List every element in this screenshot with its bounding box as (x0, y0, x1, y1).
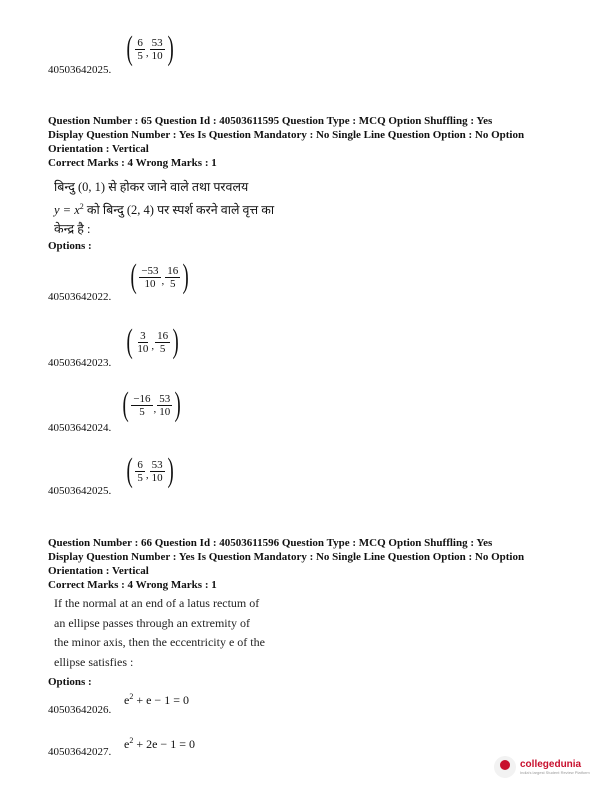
frac-num: 53 (151, 458, 163, 471)
frac-den: 5 (159, 342, 166, 355)
q65-option-3-id: 40503642024. (48, 422, 112, 434)
frac-den: 5 (170, 277, 176, 290)
q66-header-line2: Display Question Number : Yes Is Question Mandatory : No Single Line Question Option : No Option (48, 551, 525, 563)
q66-header-line1: Question Number : 66 Question Id : 40503611596 Question Type : MCQ Option Shuffling : Yes (48, 537, 493, 549)
q66-header-line3: Orientation : Vertical (48, 565, 149, 577)
q65-option-1-id: 40503642022. (48, 291, 112, 303)
q66-text (54, 594, 265, 672)
top-option-expression: ( $\frac{6}{5}$ , $\frac{53}{10}$ ) (126, 30, 174, 67)
frac-den: 10 (159, 405, 171, 418)
frac-num: 16 (157, 329, 169, 342)
frac-den: 10 (151, 471, 163, 484)
frac-den: 10 (151, 49, 163, 62)
q65-text-line3: केन्द्र है : (54, 222, 91, 237)
frac-den: 5 (137, 49, 143, 62)
frac-num: 6 (137, 458, 143, 471)
frac-num: −16 (133, 392, 151, 405)
q65-text (54, 178, 274, 239)
q65-text-line2: $y = x^2$ को बिन्दु (2, 4) पर स्पर्श करने वाले वृत्त का (54, 202, 275, 218)
collegedunia-logo (494, 756, 590, 778)
frac-num: 53 (151, 36, 163, 49)
frac-num: 53 (159, 392, 171, 405)
q65-header (48, 114, 578, 170)
frac-num: −53 (141, 264, 159, 277)
q66-option-1-id: 40503642026. (48, 704, 112, 716)
q66-marks: Correct Marks : 4 Wrong Marks : 1 (48, 579, 217, 591)
q65-header-line2: Display Question Number : Yes Is Question Mandatory : No Single Line Question Option : No Option (48, 129, 525, 141)
q66-text-line2: an ellipse passes through an extremity of (54, 615, 250, 630)
q66-option-1-expression: $e^2 + e - 1 = 0$ (124, 692, 189, 707)
logo-tagline: India's largest Student Review Platform (520, 770, 590, 775)
frac-den: 5 (139, 405, 145, 418)
q65-option-2-expression: ( $\frac{3}{10}$ , $\frac{16}{5}$ ) (126, 323, 179, 360)
q65-option-4-expression: ( $\frac{6}{5}$ , $\frac{53}{10}$ ) (126, 452, 174, 489)
q65-option-1-expression: ( $\frac{-53}{10}$ , $\frac{16}{5}$ ) (130, 258, 190, 295)
frac-num: 16 (167, 264, 179, 277)
q65-marks: Correct Marks : 4 Wrong Marks : 1 (48, 157, 217, 169)
q65-header-line3: Orientation : Vertical (48, 143, 149, 155)
q66-text-line1: If the normal at an end of a latus rectum of (54, 596, 260, 610)
q65-option-2-id: 40503642023. (48, 357, 112, 369)
q66-options-label: Options : (48, 676, 92, 688)
q66-text-line4: ellipse satisfies : (54, 654, 134, 669)
q65-option-3-expression: ( $\frac{-16}{5}$ , $\frac{53}{10}$ ) (122, 386, 182, 423)
q65-header-line1: Question Number : 65 Question Id : 40503611595 Question Type : MCQ Option Shuffling : Yes (48, 115, 493, 127)
top-option-id: 40503642025. (48, 64, 112, 76)
q65-text-line1: बिन्दु (0, 1) से होकर जाने वाले तथा परवलय (54, 180, 249, 194)
q66-text-line3: the minor axis, then the eccentricity e of the (54, 635, 265, 649)
q66-option-2-id: 40503642027. (48, 746, 112, 758)
q66-header (48, 536, 578, 592)
q65-options-label: Options : (48, 240, 92, 252)
frac-num: 3 (140, 329, 146, 342)
frac-num: 6 (137, 36, 143, 49)
logo-icon (494, 756, 516, 778)
frac-den: 10 (144, 277, 156, 290)
q65-option-4-id: 40503642025. (48, 485, 112, 497)
frac-den: 10 (137, 342, 149, 355)
logo-name: collegedunia (520, 759, 582, 770)
frac-den: 5 (137, 471, 143, 484)
q66-option-2-expression: $e^2 + 2e - 1 = 0$ (124, 736, 195, 751)
